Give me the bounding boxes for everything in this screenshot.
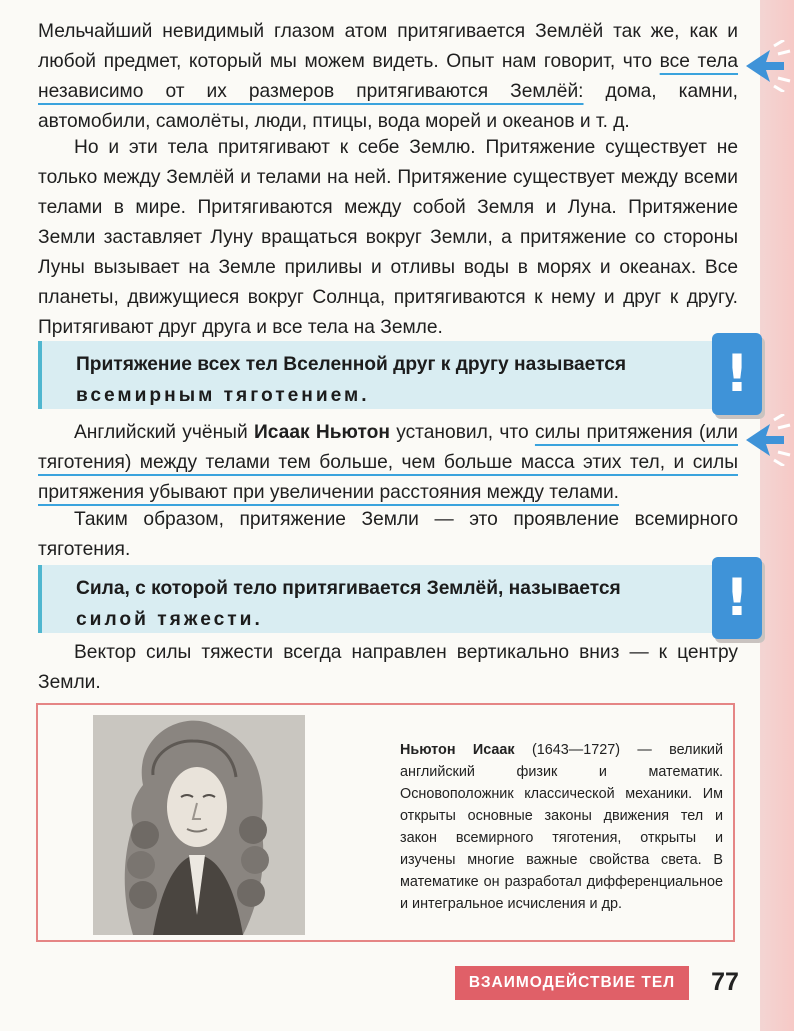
definition-2-line-1: Сила, с которой тело притягивается Землёй, называется — [76, 578, 621, 599]
scientist-name: Исаак Ньютон — [253, 422, 390, 443]
arrow-marker-icon — [744, 414, 792, 466]
paragraph-5-text: Вектор силы тяжести всегда направлен вертикально вниз — к центру Земли. — [38, 642, 738, 693]
paragraph-1-tail: дома, камни, автомобили, самолёты, люди, птицы, вода морей и океанов и т. д. — [38, 81, 738, 132]
definition-1-line-1: Притяжение всех тел Вселенной друг к другу называется — [76, 354, 627, 375]
paragraph-4 — [38, 505, 738, 565]
definition-1-term: всемирным тяготением. — [76, 385, 370, 406]
key-statement-2: силы притяжения (или тяготения) между телами тем больше, чем больше масса этих тел, и силы притяжения убывают при увеличении расстояния между телами. — [38, 422, 738, 503]
page-edge-band — [760, 0, 794, 1031]
arrow-marker-icon — [744, 40, 792, 92]
newton-portrait — [93, 715, 305, 935]
paragraph-4-text: Таким образом, притяжение Земли — это проявление всемирного тяготения. — [38, 509, 738, 560]
paragraph-2 — [38, 133, 738, 343]
chapter-label: ВЗАИМОДЕЙСТВИЕ ТЕЛ — [455, 966, 689, 1000]
definition-box-2 — [38, 565, 740, 633]
newton-info-box — [36, 703, 735, 942]
page-number: 77 — [711, 967, 739, 996]
definition-box-1 — [38, 341, 740, 409]
definition-2-text — [76, 573, 696, 635]
definition-2-term: силой тяжести. — [76, 609, 263, 630]
exclamation-icon: ! — [712, 557, 762, 639]
newton-bio — [400, 739, 723, 915]
paragraph-5 — [38, 638, 738, 698]
paragraph-3 — [38, 418, 738, 508]
exclamation-icon: ! — [712, 333, 762, 415]
newton-bio-text: (1643—1727) — великий английский физик и математик. Основоположник классической механики. Им открыты основные законы движения тел и закон всемирного тяготения, открыты и изучены многие важные свойства света. В математике он разработал дифференциальное и интегральное исчисления и др. — [400, 742, 723, 912]
paragraph-1-text: Мельчайший невидимый глазом атом притягивается Землёй так же, как и любой предмет, который мы можем видеть. Опыт нам говорит, что — [38, 21, 738, 72]
paragraph-3-start: Английский учёный — [74, 422, 254, 443]
paragraph-1 — [38, 17, 738, 137]
paragraph-3-mid: установил, что — [389, 422, 535, 443]
paragraph-2-text: Но и эти тела притягивают к себе Землю. Притяжение существует не только между Землёй и телами на ней. Притяжение существует между всеми телами в мире. Притягиваются между собой Земля и Луна. Притяжение Земли заставляет Луну вращаться вокруг Земли, а притяжение со стороны Луны вызывает на Земле приливы и отливы воды в морях и океанах. Все планеты, движущиеся вокруг Солнца, притягиваются к нему и друг к другу. Притягивают друг друга и все тела на Земле. — [38, 137, 738, 338]
newton-name: Ньютон Исаак — [400, 742, 515, 758]
key-statement-1: все тела независимо от их размеров притягиваются Землёй: — [38, 51, 739, 102]
definition-1-text — [76, 349, 696, 411]
